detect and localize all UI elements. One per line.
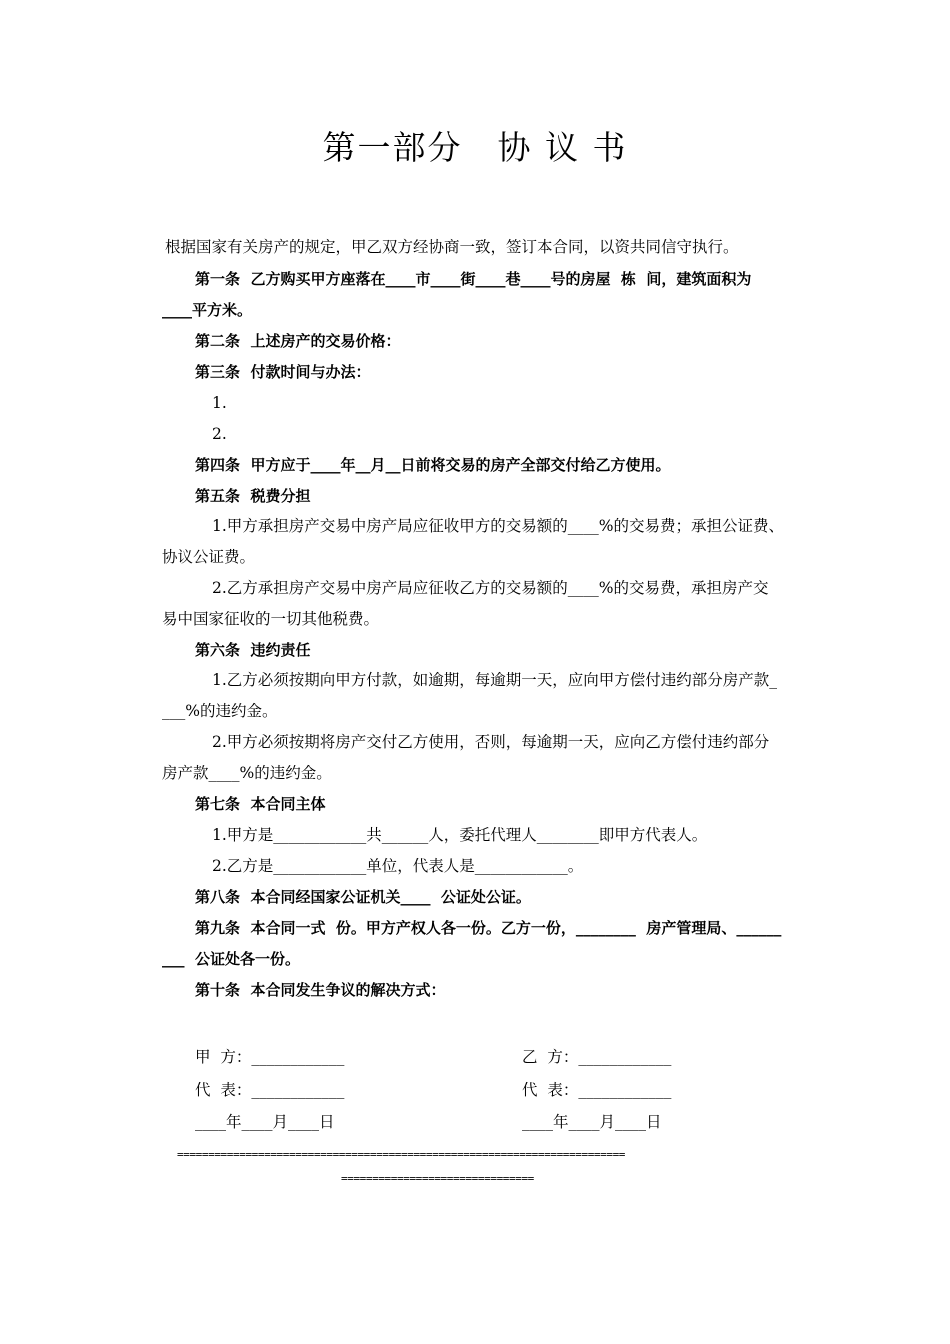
article-10: 第十条 本合同发生争议的解决方式： bbox=[195, 981, 446, 999]
article-5-para-2-line-1: 2.乙方承担房产交易中房产局应征收乙方的交易额的____%的交易费，承担房产交 bbox=[212, 579, 769, 597]
party-b-representative: 代 表：____________ bbox=[522, 1081, 672, 1099]
article-7-para-2: 2.乙方是____________单位，代表人是____________。 bbox=[212, 857, 584, 875]
article-5-para-1-line-2: 协议公证费。 bbox=[162, 548, 256, 566]
article-4: 第四条 甲方应于____年__月__日前将交易的房产全部交付给乙方使用。 bbox=[195, 456, 671, 474]
party-b-date: ____年____月____日 bbox=[522, 1113, 662, 1131]
article-3-item-2: 2. bbox=[212, 425, 227, 443]
party-a-representative: 代 表：____________ bbox=[195, 1081, 345, 1099]
article-7-heading: 第七条 本合同主体 bbox=[195, 795, 326, 813]
article-6-para-2-line-2: 房产款____%的违约金。 bbox=[162, 764, 332, 782]
separator-line-1: ======================================================================== bbox=[177, 1148, 626, 1161]
party-a-date: ____年____月____日 bbox=[195, 1113, 335, 1131]
article-2: 第二条 上述房产的交易价格： bbox=[195, 332, 401, 350]
article-6-para-1-line-1: 1.乙方必须按期向甲方付款，如逾期，每逾期一天，应向甲方偿付违约部分房产款_ bbox=[212, 671, 778, 689]
article-1-line-2: ____平方米。 bbox=[162, 301, 253, 319]
separator-line-2: =============================== bbox=[341, 1172, 534, 1185]
article-5-heading: 第五条 税费分担 bbox=[195, 487, 311, 505]
article-1-line-1: 第一条 乙方购买甲方座落在____市____街____巷____号的房屋 栋 间，建筑面积为 bbox=[195, 270, 752, 288]
article-6-para-2-line-1: 2.甲方必须按期将房产交付乙方使用，否则，每逾期一天，应向乙方偿付违约部分 bbox=[212, 733, 770, 751]
party-b-signature: 乙 方：____________ bbox=[522, 1048, 672, 1066]
intro-paragraph: 根据国家有关房产的规定，甲乙双方经协商一致，签订本合同，以资共同信守执行。 bbox=[165, 238, 739, 256]
article-3-item-1: 1. bbox=[212, 394, 227, 412]
page-title: 第一部分 协 议 书 bbox=[322, 128, 628, 167]
article-9-line-1: 第九条 本合同一式 份。甲方产权人各一份。乙方一份，________ 房产管理局、______ bbox=[195, 919, 782, 937]
article-7-para-1: 1.甲方是____________共______人，委托代理人________即甲方代表人。 bbox=[212, 826, 708, 844]
article-6-heading: 第六条 违约责任 bbox=[195, 641, 311, 659]
article-9-line-2: ___ 公证处各一份。 bbox=[162, 950, 300, 968]
article-5-para-2-line-2: 易中国家征收的一切其他税费。 bbox=[162, 610, 380, 628]
article-3-heading: 第三条 付款时间与办法： bbox=[195, 363, 371, 381]
article-8: 第八条 本合同经国家公证机关____ 公证处公证。 bbox=[195, 888, 531, 906]
article-6-para-1-line-2: ___%的违约金。 bbox=[162, 702, 278, 720]
party-a-signature: 甲 方：____________ bbox=[195, 1048, 345, 1066]
article-5-para-1-line-1: 1.甲方承担房产交易中房产局应征收甲方的交易额的____%的交易费；承担公证费、 bbox=[212, 517, 785, 535]
